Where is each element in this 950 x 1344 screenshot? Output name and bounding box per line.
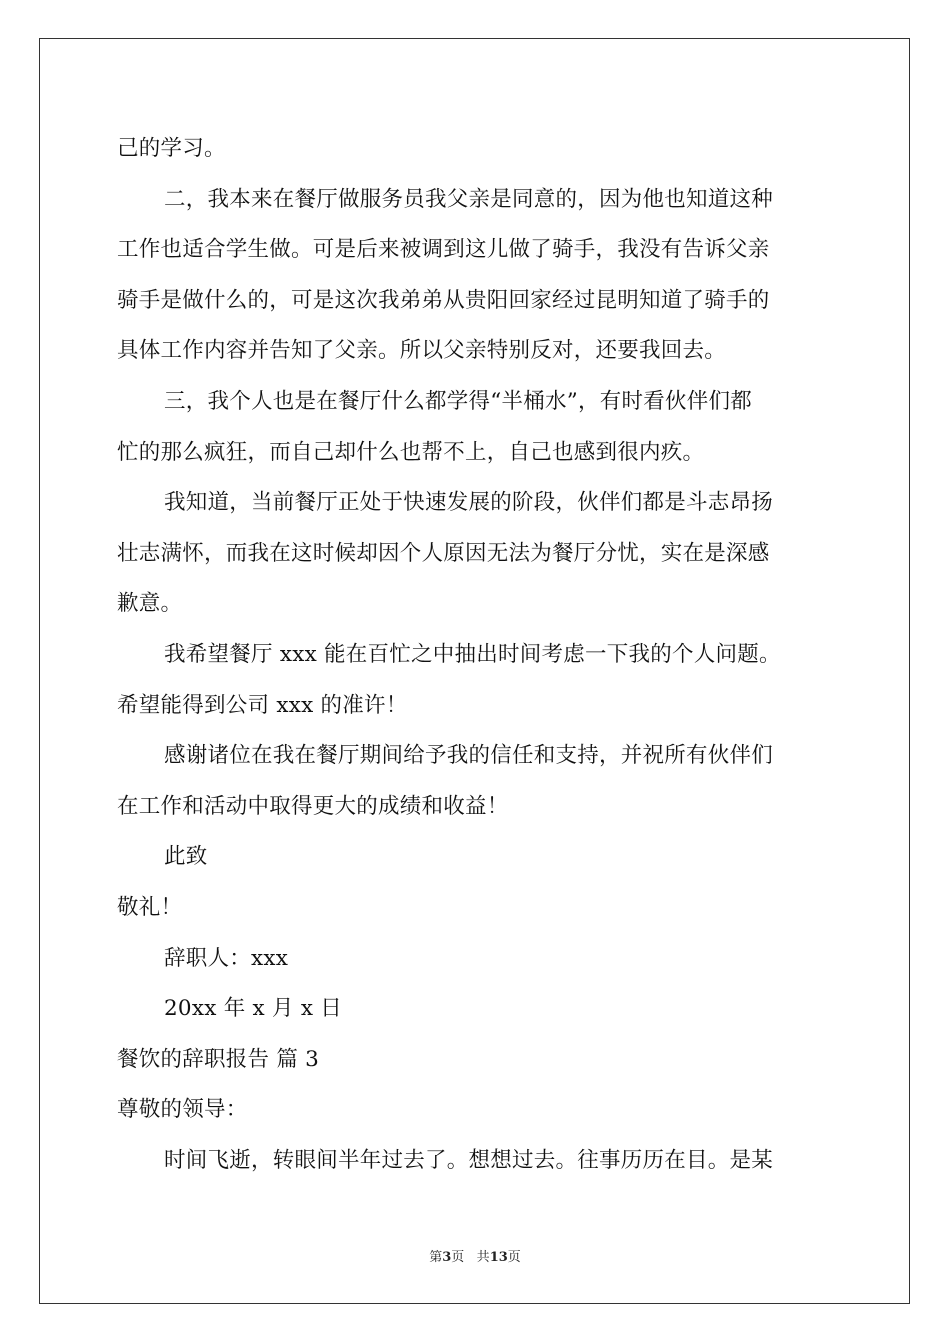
text-line: 忙的那么疯狂，而自己却什么也帮不上，自己也感到很内疚。: [117, 439, 705, 465]
text-line: 敬礼！: [117, 894, 183, 920]
text-line: 在工作和活动中取得更大的成绩和收益！: [117, 793, 509, 819]
text-line: 我知道，当前餐厅正处于快速发展的阶段，伙伴们都是斗志昂扬: [164, 490, 774, 516]
text-line: 20xx 年 x 月 x 日: [164, 996, 343, 1022]
document-body: [117, 124, 833, 1186]
text-line: 希望能得到公司 xxx 的准许！: [117, 692, 408, 718]
text-line: 餐饮的辞职报告 篇 3: [117, 1046, 320, 1072]
footer-total-unit: 页: [507, 1250, 521, 1265]
text-line: 骑手是做什么的，可是这次我弟弟从贵阳回家经过昆明知道了骑手的: [117, 287, 770, 313]
text-line: 歉意。: [117, 591, 183, 617]
footer-total-prefix: 共: [476, 1250, 490, 1265]
footer-current-page: 3: [442, 1250, 452, 1265]
text-line: 辞职人：xxx: [164, 945, 289, 971]
text-line: 壮志满怀，而我在这时候却因个人原因无法为餐厅分忧，实在是深感: [117, 540, 770, 566]
text-line: 三，我个人也是在餐厅什么都学得“半桶水”，有时看伙伴们都: [164, 388, 752, 414]
text-line: 工作也适合学生做。可是后来被调到这儿做了骑手，我没有告诉父亲: [117, 237, 770, 263]
text-line: 我希望餐厅 xxx 能在百忙之中抽出时间考虑一下我的个人问题。: [164, 641, 781, 667]
text-line: 尊敬的领导：: [117, 1097, 248, 1123]
footer-total-pages: 13: [489, 1250, 508, 1265]
text-line: 具体工作内容并告知了父亲。所以父亲特别反对，还要我回去。: [117, 338, 727, 364]
footer-page-unit: 页: [451, 1250, 465, 1265]
footer-page-prefix: 第: [429, 1250, 443, 1265]
text-line: 己的学习。: [117, 136, 226, 161]
text-line: 感谢诸位在我在餐厅期间给予我的信任和支持，并祝所有伙伴们: [164, 743, 774, 769]
page-footer: [0, 1248, 950, 1268]
text-line: 时间飞逝，转眼间半年过去了。想想过去。往事历历在目。是某: [164, 1147, 774, 1173]
text-line: 二，我本来在餐厅做服务员我父亲是同意的，因为他也知道这种: [164, 186, 774, 212]
text-line: 此致: [164, 844, 208, 870]
